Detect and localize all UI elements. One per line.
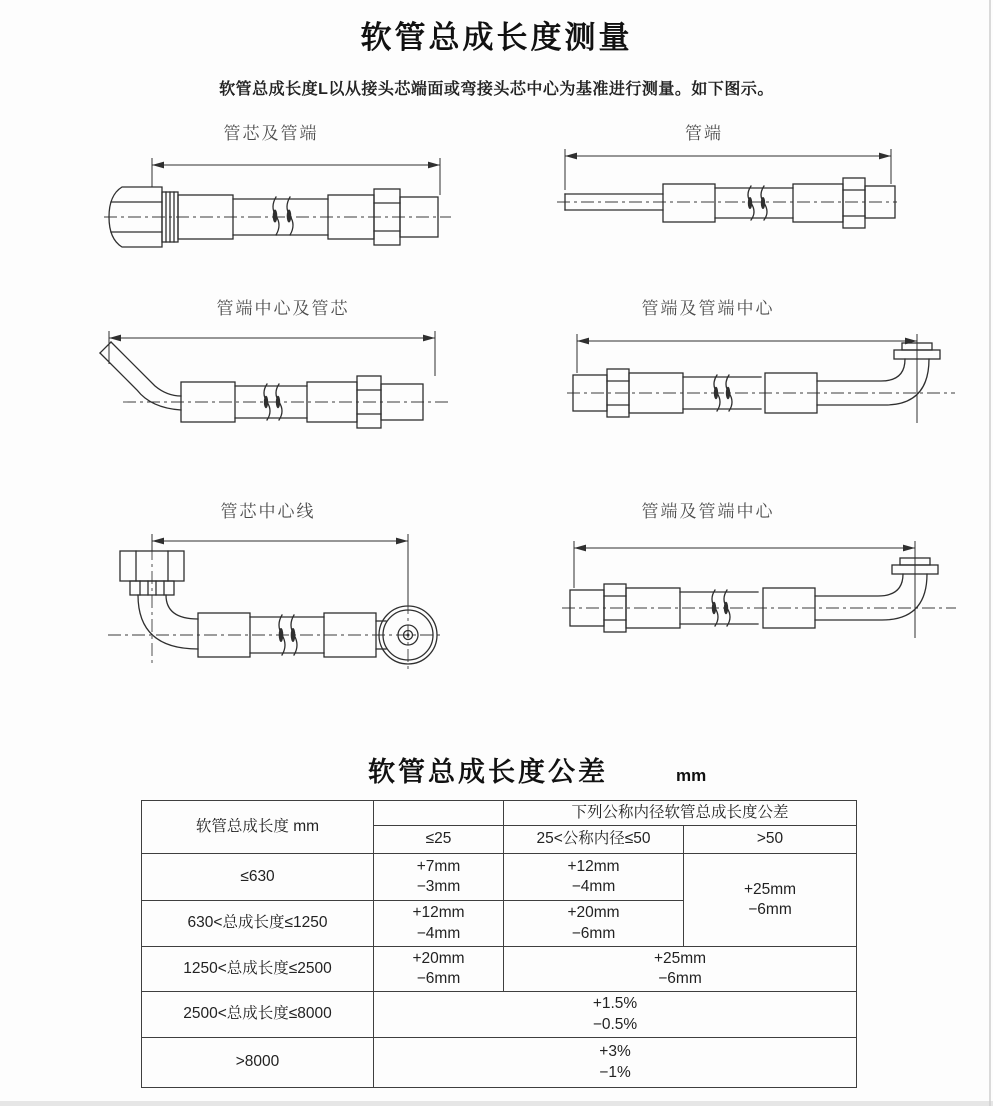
hose-diagram-end-and-end-center-1: [565, 325, 960, 440]
hose-diagram-core-centerline: [90, 525, 450, 685]
page-edge-bottom: [0, 1101, 993, 1106]
tolerance-plus: +25mm: [653, 949, 707, 967]
tolerance-table: [141, 800, 857, 1088]
table-tolerance-cell: [374, 901, 504, 947]
tolerance-minus: −1%: [599, 1063, 631, 1081]
table-tolerance-cell: [504, 947, 857, 992]
figure-label-core-and-end: 管芯及管端: [223, 124, 319, 143]
page-edge-right: [989, 0, 991, 1106]
table-tolerance-cell: [684, 854, 857, 947]
tolerance-plus: +20mm: [412, 949, 465, 967]
figure-label-end-and-end-center-1: 管端及管端中心: [641, 299, 775, 318]
tolerance-minus: −6mm: [416, 970, 461, 987]
tolerance-section-title: 软管总成长度公差: [368, 757, 608, 787]
hose-diagram-core-and-end: [100, 145, 455, 275]
figure-label-tube-end: 管端: [685, 124, 723, 143]
table-range-cell: >8000: [142, 1038, 374, 1088]
table-col-header-25to50: 25<公称内径≤50: [504, 826, 684, 854]
table-col-header-gt50: >50: [684, 826, 857, 854]
hose-diagram-end-center-and-core: [95, 320, 455, 450]
table-range-cell: 1250<总成长度≤2500: [142, 947, 374, 992]
table-tolerance-cell: [374, 854, 504, 901]
table-col-header-le25: ≤25: [374, 826, 504, 854]
table-tolerance-cell: [504, 854, 684, 901]
table-group-header: 下列公称内径软管总成长度公差: [504, 801, 857, 826]
table-tolerance-cell: [374, 992, 857, 1038]
table-tolerance-cell: [374, 947, 504, 992]
tolerance-plus: +3%: [599, 1043, 631, 1061]
tolerance-minus: −3mm: [416, 878, 461, 895]
tolerance-plus: +20mm: [567, 904, 620, 922]
tolerance-minus: −6mm: [658, 970, 702, 987]
figure-label-end-and-end-center-2: 管端及管端中心: [641, 502, 775, 521]
tolerance-plus: +7mm: [416, 857, 461, 875]
table-tolerance-cell: [504, 901, 684, 947]
table-corner-header: 软管总成长度 mm: [142, 801, 374, 854]
tolerance-unit-label: mm: [676, 766, 707, 785]
page-title: 软管总成长度测量: [360, 20, 633, 55]
table-tolerance-cell: [374, 1038, 857, 1088]
table-empty-header-cell: [374, 801, 504, 826]
tolerance-minus: −4mm: [571, 878, 616, 895]
table-range-cell: 630<总成长度≤1250: [142, 901, 374, 947]
figure-label-core-centerline: 管芯中心线: [220, 502, 316, 521]
tolerance-minus: −6mm: [748, 901, 792, 918]
figure-label-end-center-and-core: 管端中心及管芯: [216, 299, 350, 318]
hose-diagram-end-and-end-center-2: [560, 530, 960, 665]
page-subtitle: 软管总成长度L以从接头芯端面或弯接头芯中心为基准进行测量。如下图示。: [219, 81, 774, 98]
tolerance-plus: +12mm: [412, 904, 465, 922]
tolerance-plus: +1.5%: [592, 995, 638, 1013]
table-range-cell: 2500<总成长度≤8000: [142, 992, 374, 1038]
tolerance-plus: +25mm: [743, 880, 797, 898]
table-range-cell: ≤630: [142, 854, 374, 901]
tolerance-plus: +12mm: [567, 857, 620, 875]
tolerance-minus: −0.5%: [592, 1015, 638, 1033]
tolerance-minus: −6mm: [571, 924, 616, 942]
hose-diagram-tube-end: [555, 140, 900, 250]
tolerance-minus: −4mm: [416, 924, 461, 942]
